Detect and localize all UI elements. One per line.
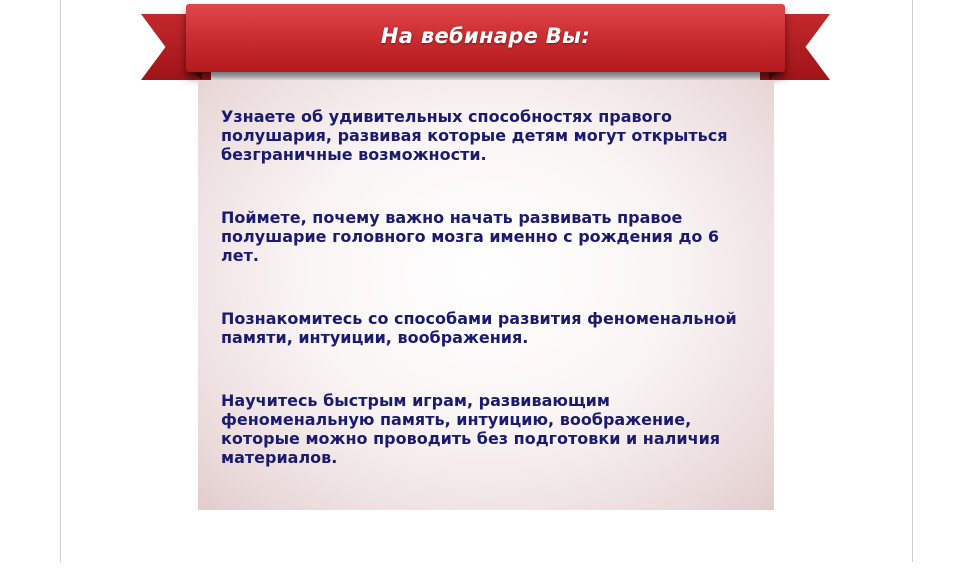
benefit-item: Научитесь быстрым играм, развивающим феноменальную память, интуицию, воображение, которые можно проводить без подготовки и наличия материалов. [221, 391, 721, 467]
benefit-item: Познакомитесь со способами развития феноменальной памяти, интуиции, воображения. [221, 309, 737, 347]
benefit-item: Узнаете об удивительных способностях правого полушария, развивая которые детям могут открыться безграничные возможности. [221, 107, 728, 164]
benefit-item: Поймете, почему важно начать развивать правое полушарие головного мозга именно с рождения до 6 лет. [221, 208, 720, 265]
ribbon-banner [186, 4, 785, 72]
benefits-card [198, 80, 774, 510]
next-section-heading-cut [113, 552, 873, 572]
ribbon-title: На вебинаре Вы: [380, 24, 591, 48]
